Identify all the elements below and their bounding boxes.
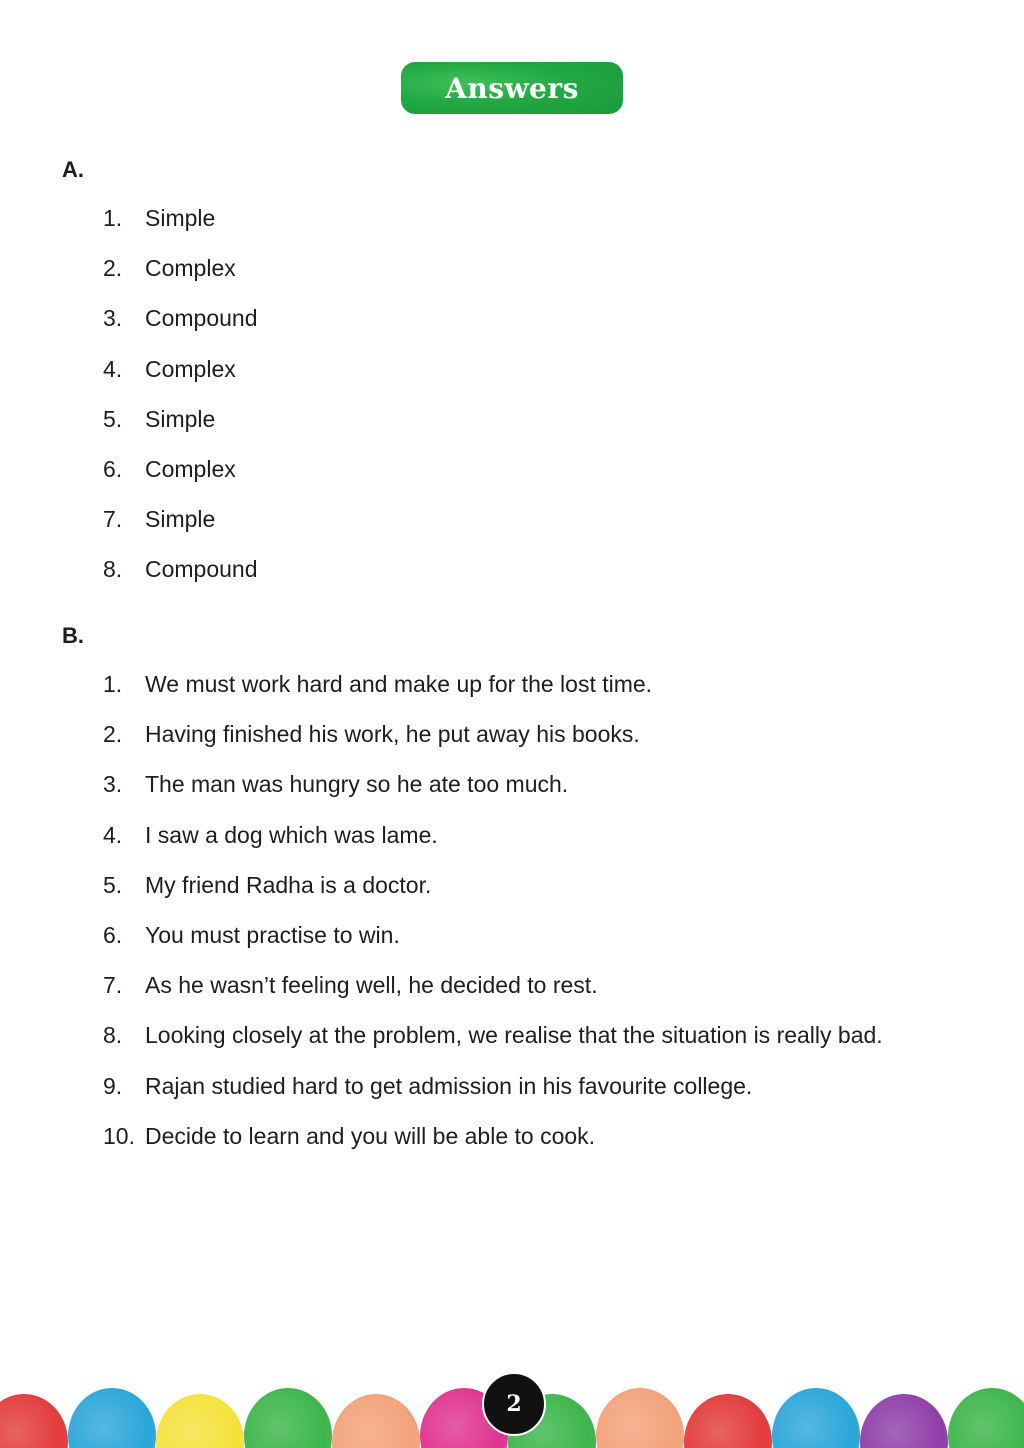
item-number: 2. [103, 721, 123, 748]
list-item [103, 504, 258, 554]
item-number: 5. [103, 871, 123, 898]
page-number-badge [482, 1372, 546, 1436]
list-item [103, 1121, 883, 1171]
item-number: 7. [103, 972, 123, 999]
item-text: You must practise to win. [145, 921, 400, 948]
watercolor-blob [156, 1394, 244, 1448]
item-text: We must work hard and make up for the lost time. [145, 671, 653, 697]
watercolor-blob [772, 1388, 860, 1448]
list-item [103, 870, 883, 920]
watercolor-blob [596, 1388, 684, 1448]
item-text: As he wasn’t feeling well, he decided to rest. [145, 972, 598, 999]
item-text: Simple [145, 506, 216, 533]
item-text: Decide to learn and you will be able to cook. [145, 1122, 596, 1149]
item-number: 10. [103, 1122, 135, 1149]
watercolor-blob [860, 1394, 948, 1448]
answers-header-badge [401, 62, 623, 114]
section-a-label: A. [62, 157, 84, 182]
item-number: 1. [103, 671, 123, 697]
section-a-list [103, 203, 258, 605]
list-item [103, 354, 258, 404]
watercolor-blob [684, 1394, 772, 1448]
list-item [103, 454, 258, 504]
item-text: Complex [145, 355, 236, 382]
item-number: 3. [103, 305, 123, 332]
watercolor-blob [0, 1394, 68, 1448]
list-item [103, 970, 883, 1020]
list-item [103, 1020, 883, 1070]
item-text: Simple [145, 405, 216, 432]
item-number: 6. [103, 455, 123, 482]
list-item [103, 203, 258, 253]
item-text: Having finished his work, he put away his books. [145, 721, 640, 748]
item-number: 4. [103, 821, 123, 848]
list-item [103, 669, 883, 719]
watercolor-blob [948, 1388, 1024, 1448]
item-number: 1. [103, 205, 123, 231]
item-number: 6. [103, 921, 123, 948]
list-item [103, 1071, 883, 1121]
item-text: Compound [145, 305, 258, 332]
list-item [103, 253, 258, 303]
item-number: 2. [103, 255, 123, 282]
item-number: 8. [103, 1022, 123, 1049]
list-item [103, 404, 258, 454]
watercolor-blob [68, 1388, 156, 1448]
item-number: 9. [103, 1072, 123, 1099]
item-text: I saw a dog which was lame. [145, 821, 438, 848]
item-number: 3. [103, 771, 123, 798]
item-text: Compound [145, 556, 258, 583]
item-text: Complex [145, 255, 236, 282]
list-item [103, 719, 883, 769]
item-text: Complex [145, 455, 236, 482]
list-item [103, 820, 883, 870]
watercolor-blob [332, 1394, 420, 1448]
item-number: 5. [103, 405, 123, 432]
section-b-label: B. [62, 623, 84, 648]
item-number: 8. [103, 556, 123, 583]
page-title: Answers [445, 71, 579, 105]
item-number: 7. [103, 506, 123, 533]
item-text: Looking closely at the problem, we realise that the situation is really bad. [145, 1022, 883, 1049]
list-item [103, 303, 258, 353]
item-text: The man was hungry so he ate too much. [145, 771, 569, 798]
item-text: My friend Radha is a doctor. [145, 871, 432, 898]
section-b-list [103, 669, 883, 1171]
item-text: Rajan studied hard to get admission in his favourite college. [145, 1072, 753, 1099]
list-item [103, 920, 883, 970]
list-item [103, 554, 258, 604]
list-item [103, 769, 883, 819]
page-number: 2 [506, 1391, 522, 1417]
item-text: Simple [145, 205, 216, 231]
item-number: 4. [103, 355, 123, 382]
watercolor-blob [244, 1388, 332, 1448]
